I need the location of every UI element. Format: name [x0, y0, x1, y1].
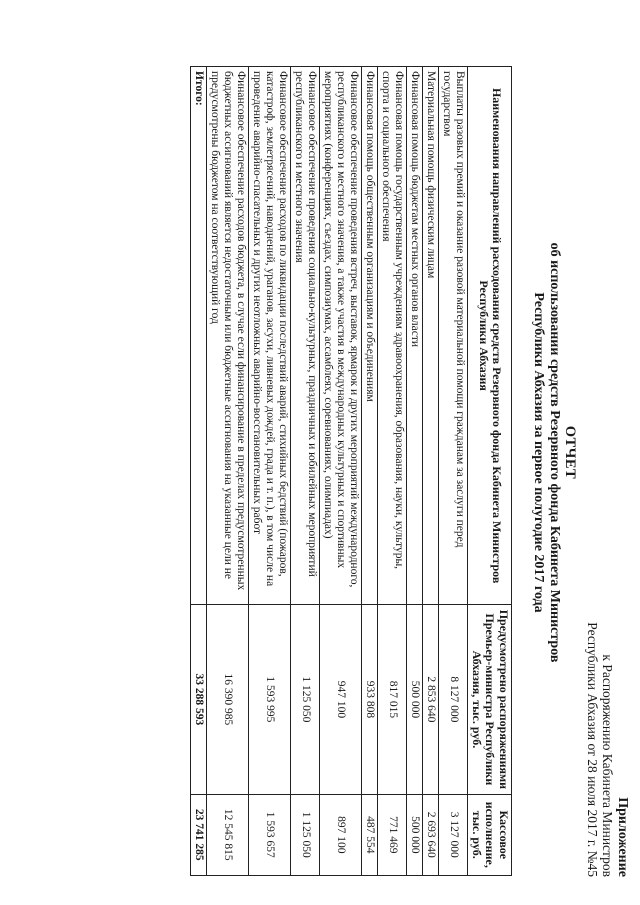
header-actual: Кассовое исполнение, тыс. руб. — [468, 794, 512, 875]
row-planned: 1 593 995 — [249, 605, 291, 794]
row-planned: 16 390 985 — [207, 605, 249, 794]
report-subtitle-2: Республики Абхазия за первое полугодие 2017 года — [531, 292, 546, 613]
appendix-line-2: Республики Абхазия от 28 июля 2017 г. №45 — [585, 622, 600, 877]
row-actual: 897 100 — [320, 794, 362, 875]
row-planned: 817 015 — [378, 605, 407, 794]
table-row — [423, 67, 439, 876]
total-actual: 23 741 285 — [191, 794, 207, 875]
table-row — [249, 67, 291, 876]
appendix-title: Приложение — [615, 797, 630, 877]
row-actual: 3 127 000 — [439, 794, 468, 875]
row-name: Финансовое обеспечение проведения встреч, выставок, ярмарок и других мероприятий международного, республиканского и местного значения, а также участия в международных культурных и спортивных мероприятиях (конференциях, съездах, симпозиумах, ассамблеях, соревнованиях, олимпиадах) — [320, 67, 362, 605]
row-name: Финансовое обеспечение расходов бюджета, в случае если финансирование в пределах предусмотренных бюджетных ассигнований является недостаточным или бюджетные ассигнования на указанные цели не предусмотрены бюджетом на соответствующий год — [207, 67, 249, 605]
row-actual: 500 000 — [407, 794, 423, 875]
row-name: Материальная помощь физическим лицам — [423, 67, 439, 605]
table-row — [362, 67, 378, 876]
report-title: ОТЧЕТ — [562, 425, 578, 480]
header-planned: Предусмотрено распоряжениями Премьер-министра Республики Абхазия, тыс. руб. — [468, 605, 512, 794]
table-row — [320, 67, 362, 876]
table-row — [407, 67, 423, 876]
row-planned: 2 853 640 — [423, 605, 439, 794]
row-actual: 1 593 657 — [249, 794, 291, 875]
row-name: Финансовое обеспечение расходов по ликвидации последствий аварий, стихийных бедствий (пожаров, катастроф, землетрясений, наводнений, ураганов, засухи, ливневых дождей, града и т. п.), в том числе на проведение аварийно-спасательных и других неотложных аварийно-восстановительных работ — [249, 67, 291, 605]
row-name: Выплаты разовых премий и оказание разовой материальной помощи гражданам за заслуги перед государством — [439, 67, 468, 605]
row-name: Финансовая помощь бюджетам местных органов власти — [407, 67, 423, 605]
total-label: Итого: — [191, 67, 207, 605]
report-table — [191, 66, 513, 876]
table-row — [207, 67, 249, 876]
row-name: Финансовая помощь государственным учреждениям здравоохранения, образования, науки, культуры, спорта и социального обеспечения — [378, 67, 407, 605]
report-subtitle-1: об использовании средств Резервного фонда Кабинета Министров — [547, 242, 562, 663]
row-planned: 8 127 000 — [439, 605, 468, 794]
header-name: Наименования направлений расходования средств Резервного фонда Кабинета Министров Республики Абхазия — [468, 67, 512, 605]
table-row — [439, 67, 468, 876]
row-planned: 1 125 050 — [291, 605, 320, 794]
row-name: Финансовая помощь общественным организациям и объединениям — [362, 67, 378, 605]
report-title-block — [530, 0, 578, 905]
row-actual: 771 469 — [378, 794, 407, 875]
appendix-line-1: к Распоряжению Кабинета Министров — [600, 654, 615, 877]
row-actual: 1 125 050 — [291, 794, 320, 875]
row-actual: 12 545 815 — [207, 794, 249, 875]
table-row — [291, 67, 320, 876]
row-planned: 947 100 — [320, 605, 362, 794]
table-header-row — [468, 67, 512, 876]
total-planned: 33 288 593 — [191, 605, 207, 794]
row-planned: 933 808 — [362, 605, 378, 794]
total-row — [191, 67, 207, 876]
table-row — [378, 67, 407, 876]
appendix-block — [585, 622, 630, 877]
row-actual: 2 693 640 — [423, 794, 439, 875]
row-planned: 500 000 — [407, 605, 423, 794]
row-name: Финансовое обеспечение проведения социально-культурных, праздничных и юбилейных мероприятий республиканского и местного значения — [291, 67, 320, 605]
row-actual: 487 554 — [362, 794, 378, 875]
